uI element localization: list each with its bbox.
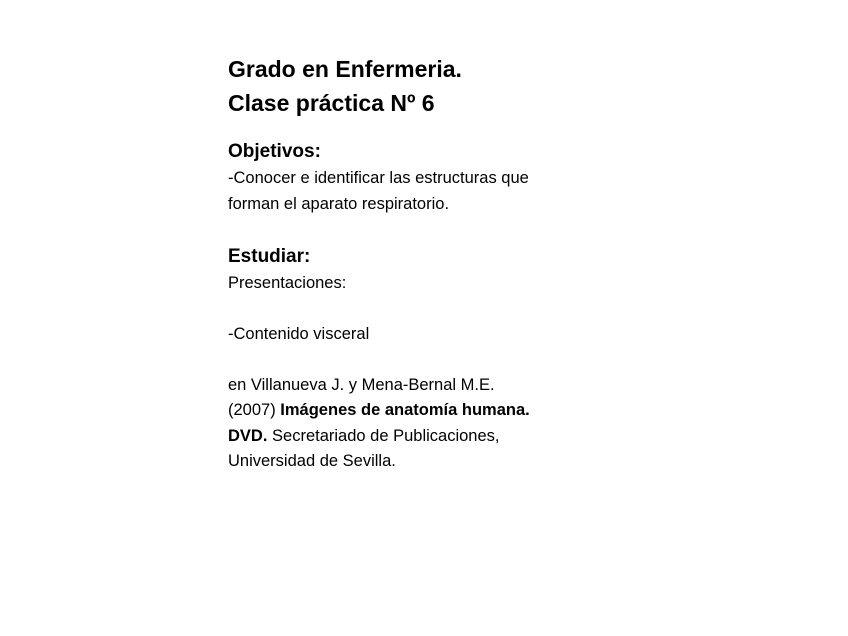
- reference-title-part-1: Imágenes de anatomía humana.: [280, 401, 530, 419]
- reference-line-3: [228, 424, 608, 450]
- objetivos-line-2: forman el aparato respiratorio.: [228, 194, 450, 213]
- title-line-2: Clase práctica Nº 6: [228, 90, 435, 116]
- reference-university: Universidad de Sevilla.: [228, 452, 396, 470]
- slide-content: [228, 52, 608, 475]
- reference-year: (2007): [228, 401, 276, 419]
- title-line-1: Grado en Enfermeria.: [228, 56, 462, 82]
- estudiar-heading: Estudiar:: [228, 245, 311, 267]
- objetivos-heading: Objetivos:: [228, 141, 321, 162]
- reference-line-1: en Villanueva J. y Mena-Bernal M.E.: [228, 375, 495, 394]
- reference-title-part-2: DVD.: [228, 426, 268, 445]
- reference-publisher: Secretariado de Publicaciones,: [272, 426, 500, 445]
- contenido-visceral-item: -Contenido visceral: [228, 324, 370, 343]
- reference-line-2: [228, 398, 608, 424]
- objetivos-line-1: -Conocer e identificar las estructuras que: [228, 169, 529, 187]
- presentaciones-label: Presentaciones:: [228, 273, 347, 292]
